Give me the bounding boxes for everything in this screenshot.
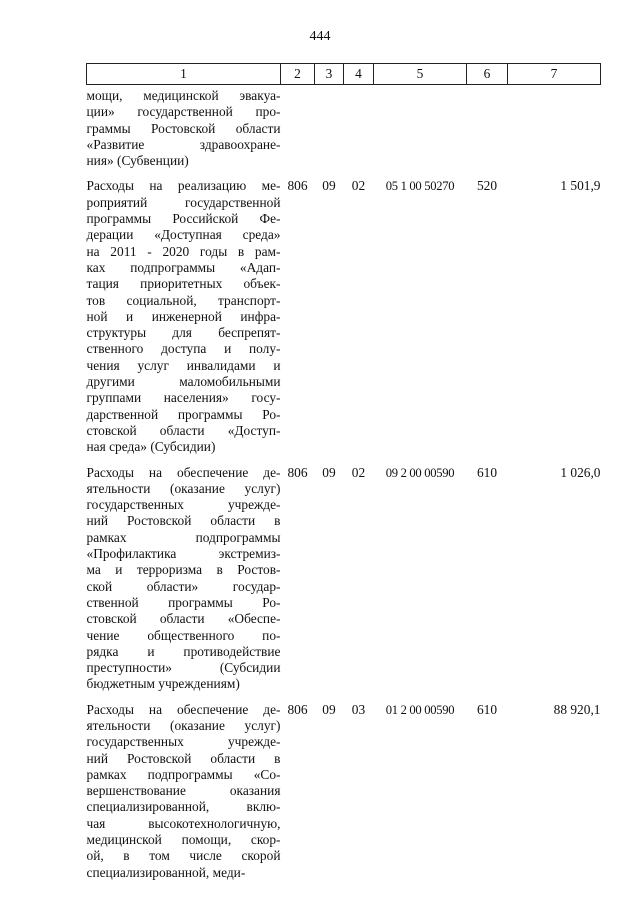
description-line: Расходы на обеспечение де- [86,701,281,717]
description-line: ственного доступа и полу- [86,341,281,357]
header-row [87,64,601,85]
description-line: мощи, медицинской эвакуа- [86,88,281,103]
description-line: структуры для беспрепят- [86,325,281,341]
cell-amount: 88 920,1 [553,701,601,717]
description-line: «Профилактика экстремиз- [86,546,281,562]
description-line: ния» (Субвенции) [86,153,189,169]
page-number: 444 [309,29,331,44]
column-header-3: 3 [315,64,344,85]
description-line: группами населения» госу- [86,390,281,406]
description-line: государственных учрежде- [86,734,281,750]
description-line: специализированной, меди- [86,864,246,880]
cell-section: 09 [322,178,336,194]
cell-grbs [281,85,315,170]
cell-target-article [374,85,467,170]
description-line: стовской области «Доступ- [86,422,281,438]
description-line: ской области» государ- [86,578,281,594]
description-line: чение общественного по- [86,627,281,643]
row-description [87,693,281,881]
cell-section [315,85,344,170]
description-line: роприятий государственной [86,194,281,210]
description-line: рамках подпрограммы [86,529,281,545]
table-row [87,169,601,455]
description-line: рамках подпрограммы «Со- [86,766,281,782]
table-body [87,85,601,881]
row-description [87,85,281,170]
cell-subsection: 03 [351,701,366,717]
cell-expense-type: 520 [476,178,498,194]
description-line: на 2011 - 2020 годы в рам- [86,243,281,259]
description-line: тов социальной, транспорт- [86,292,281,308]
description-line: ний Ростовской области в [86,513,281,529]
cell-expense-type: 610 [476,464,498,480]
cell-subsection [344,85,374,170]
table-row [87,456,601,693]
description-line: Расходы на реализацию ме- [86,178,281,194]
cell-subsection: 02 [351,464,366,480]
cell-target-article: 09 2 00 00590 [385,465,455,480]
cell-grbs: 806 [287,464,308,480]
description-line: бюджетным учреждениям) [86,676,240,692]
cell-amount: 1 026,0 [560,464,601,480]
cell-grbs: 806 [287,701,308,717]
description-line: ятельности (оказание услуг) [86,480,281,496]
description-line: ная среда» (Субсидии) [86,439,216,455]
description-line: рядка и противодействие [86,643,281,659]
description-line: стовской области «Обеспе- [86,611,281,627]
description-line: чения услуг инвалидами и [86,357,281,373]
cell-amount: 1 501,9 [560,178,601,194]
description-line: чая высокотехнологичную, [86,815,281,831]
description-line: Расходы на обеспечение де- [86,464,281,480]
row-description [87,456,281,693]
description-line: «Развитие здравоохране- [86,136,281,152]
description-line: граммы Ростовской области [86,120,281,136]
description-line: вершенствование оказания [86,783,281,799]
description-line: государственных учрежде- [86,497,281,513]
description-line: ний Ростовской области в [86,750,281,766]
budget-table [86,63,601,881]
description-line: программы Российской Фе- [86,211,281,227]
cell-section: 09 [322,464,336,480]
cell-target-article: 05 1 00 50270 [385,179,455,194]
column-header-7: 7 [508,64,601,85]
description-line: ственной программы Ро- [86,594,281,610]
cell-target-article: 01 2 00 00590 [385,702,455,717]
description-line: медицинской помощи, скор- [86,832,281,848]
description-line: другими маломобильными [86,374,281,390]
cell-amount [508,85,601,170]
column-header-1: 1 [87,64,281,85]
cell-expense-type: 610 [476,701,498,717]
column-header-2: 2 [281,64,315,85]
description-line: тация приоритетных объек- [86,276,281,292]
description-line: ках подпрограммы «Адап- [86,259,281,275]
description-line: дерации «Доступная среда» [86,227,281,243]
cell-grbs: 806 [287,178,308,194]
table-row [87,85,601,170]
description-line: ции» государственной про- [86,104,281,120]
column-header-4: 4 [344,64,374,85]
description-line: ма и терроризма в Ростов- [86,562,281,578]
cell-subsection: 02 [351,178,366,194]
description-line: ятельности (оказание услуг) [86,717,281,733]
cell-section: 09 [322,701,336,717]
table-row [87,693,601,881]
description-line: ой, в том числе скорой [86,848,281,864]
description-line: ной и инженерной инфра- [86,308,281,324]
column-header-5: 5 [374,64,467,85]
description-line: дарственной программы Ро- [86,406,281,422]
cell-expense-type [467,85,508,170]
row-description [87,169,281,455]
description-line: преступности» (Субсидии [86,660,281,676]
column-header-6: 6 [467,64,508,85]
description-line: специализированной, вклю- [86,799,281,815]
